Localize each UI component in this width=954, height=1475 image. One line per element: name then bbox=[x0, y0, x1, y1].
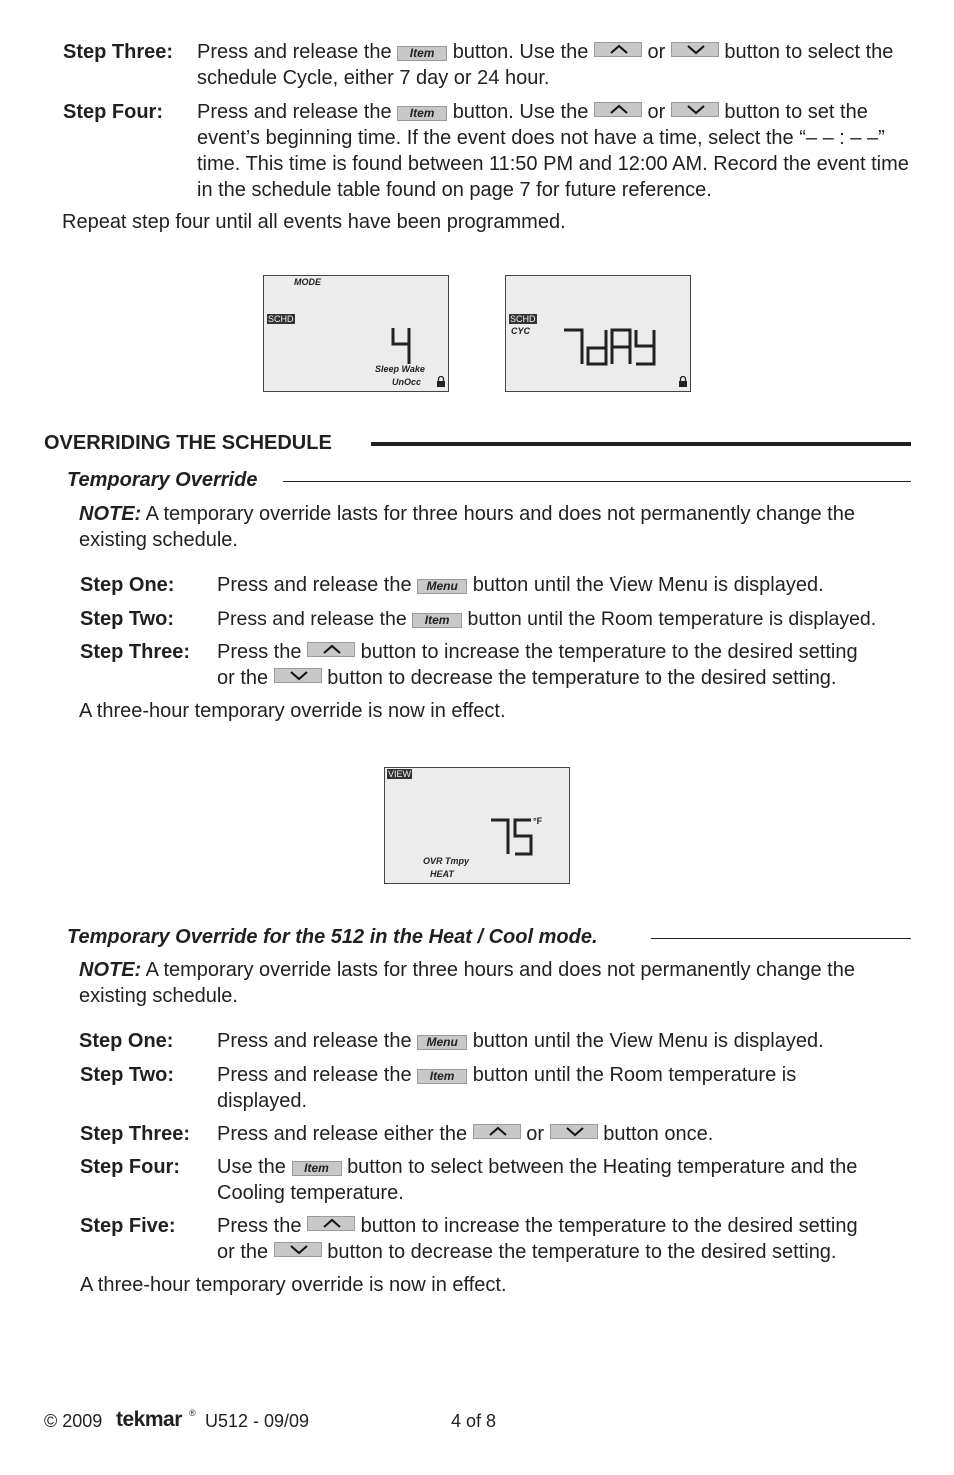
registered-mark: ® bbox=[189, 1408, 196, 1418]
step-text bbox=[197, 39, 913, 91]
note-label: NOTE: bbox=[79, 959, 142, 981]
step-label: Step Four: bbox=[63, 101, 163, 123]
brand-logo: tekmar bbox=[116, 1408, 182, 1431]
step-label: Step Five: bbox=[80, 1215, 176, 1237]
step-text bbox=[217, 606, 917, 632]
step-label: Step Three: bbox=[80, 1123, 191, 1145]
unocc-tag: UnOcc bbox=[392, 377, 422, 387]
menu-button-icon: Menu bbox=[417, 579, 467, 594]
note bbox=[79, 501, 913, 553]
section-rule bbox=[371, 442, 911, 446]
sleep-wake-tag: Sleep Wake bbox=[375, 364, 425, 374]
step-label: Step Three: bbox=[63, 41, 174, 63]
step-label: Step One: bbox=[80, 574, 175, 596]
step-label: Step Four: bbox=[80, 1156, 180, 1178]
step-text bbox=[217, 572, 917, 598]
lock-icon bbox=[436, 376, 446, 387]
text: Press and release the bbox=[217, 1030, 412, 1052]
up-arrow-button-icon bbox=[594, 102, 642, 117]
text: Press the bbox=[217, 1215, 302, 1237]
text: button to increase the temperature to the desired setting bbox=[360, 641, 858, 663]
step-label: Step Two: bbox=[80, 1064, 175, 1086]
step-text bbox=[217, 639, 917, 691]
text: Press and release either the bbox=[217, 1123, 468, 1145]
text: Press the bbox=[217, 641, 302, 663]
text: button to increase the temperature to the desired setting bbox=[360, 1215, 858, 1237]
subsection-rule bbox=[651, 938, 911, 939]
temperature-digits bbox=[489, 818, 535, 856]
step-text bbox=[217, 1062, 867, 1114]
view-tag: VIEW bbox=[388, 769, 412, 779]
lcd-display-cycle bbox=[505, 275, 691, 392]
text: button until the Room temperature is displayed. bbox=[467, 608, 877, 630]
down-arrow-button-icon bbox=[274, 668, 322, 683]
text: button to decrease the temperature to the desired setting. bbox=[327, 667, 837, 689]
step-text bbox=[217, 1028, 917, 1054]
down-arrow-button-icon bbox=[671, 42, 719, 57]
text: or bbox=[526, 1123, 545, 1145]
up-arrow-button-icon bbox=[473, 1124, 521, 1139]
note-text: A temporary override lasts for three hours and does not permanently change the existing schedule. bbox=[79, 503, 855, 551]
section-title: OVERRIDING THE SCHEDULE bbox=[44, 432, 332, 454]
text: button to select between the Heating temperature and the Cooling temperature. bbox=[217, 1156, 858, 1204]
menu-button-icon: Menu bbox=[417, 1035, 467, 1050]
item-button-icon: Item bbox=[417, 1069, 467, 1084]
step-text bbox=[217, 1154, 917, 1206]
text: button. Use the bbox=[452, 101, 589, 123]
note bbox=[79, 957, 913, 1009]
text: or bbox=[647, 101, 666, 123]
note-label: NOTE: bbox=[79, 503, 142, 525]
text: Press and release the bbox=[197, 101, 392, 123]
text: Press and release the bbox=[217, 1064, 412, 1086]
step-text bbox=[197, 99, 913, 203]
document-code: U512 - 09/09 bbox=[205, 1411, 310, 1431]
subsection-rule bbox=[283, 481, 911, 482]
note-text: A temporary override lasts for three hours and does not permanently change the existing schedule. bbox=[79, 959, 855, 1007]
item-button-icon: Item bbox=[292, 1161, 342, 1176]
step-label: Step Two: bbox=[80, 608, 175, 630]
up-arrow-button-icon bbox=[307, 1216, 355, 1231]
text: Press and release the bbox=[217, 608, 407, 630]
text: button to decrease the temperature to the desired setting. bbox=[327, 1241, 837, 1263]
mode-tag: MODE bbox=[294, 277, 321, 287]
text: or the bbox=[217, 1241, 269, 1263]
text: Use the bbox=[217, 1156, 286, 1178]
item-button-icon: Item bbox=[397, 46, 447, 61]
text: Press and release the bbox=[217, 574, 412, 596]
unit-tag: °F bbox=[533, 816, 543, 826]
down-arrow-button-icon bbox=[274, 1242, 322, 1257]
down-arrow-button-icon bbox=[671, 102, 719, 117]
subsection-title: Temporary Override bbox=[67, 469, 258, 491]
item-button-icon: Item bbox=[412, 613, 462, 628]
cyc-tag: CYC bbox=[511, 326, 531, 336]
text: or bbox=[647, 41, 666, 63]
text: button. Use the bbox=[452, 41, 589, 63]
text: button until the View Menu is displayed. bbox=[472, 1030, 824, 1052]
text: or the bbox=[217, 667, 269, 689]
page-number: 4 of 8 bbox=[451, 1411, 497, 1431]
schd-tag: SCHD bbox=[268, 314, 294, 324]
step-text bbox=[217, 1121, 917, 1147]
step-label: Step Three: bbox=[80, 641, 191, 663]
up-arrow-button-icon bbox=[594, 42, 642, 57]
ovr-tmpy-tag: OVR Tmpy bbox=[423, 856, 470, 866]
subsection-title: Temporary Override for the 512 in the Heat / Cool mode. bbox=[67, 926, 598, 948]
down-arrow-button-icon bbox=[550, 1124, 598, 1139]
item-button-icon: Item bbox=[397, 106, 447, 121]
text: button to set the event’s beginning time. If the event does not have a time, select the “– – : – –” time. This time is found between 11:50 PM and 12:00 AM. Record the event time in the schedule table found on page 7 for future reference. bbox=[197, 101, 909, 201]
lcd-display-view bbox=[384, 767, 570, 884]
digits-7day bbox=[562, 328, 658, 366]
step-text bbox=[217, 1213, 917, 1265]
text: button to select the schedule Cycle, either 7 day or 24 hour. bbox=[197, 41, 894, 89]
lcd-display-mode bbox=[263, 275, 449, 392]
text: button until the Room temperature is displayed. bbox=[217, 1064, 797, 1112]
schd-tag: SCHD bbox=[510, 314, 536, 324]
copyright: © 2009 bbox=[44, 1411, 103, 1431]
result-text: A three-hour temporary override is now in effect. bbox=[80, 1274, 507, 1296]
step-label: Step One: bbox=[79, 1030, 174, 1052]
lock-icon bbox=[678, 376, 688, 387]
digit-4 bbox=[390, 326, 414, 366]
up-arrow-button-icon bbox=[307, 642, 355, 657]
result-text: A three-hour temporary override is now in effect. bbox=[79, 700, 506, 722]
text: button once. bbox=[603, 1123, 714, 1145]
heat-tag: HEAT bbox=[430, 869, 454, 879]
text: button until the View Menu is displayed. bbox=[472, 574, 824, 596]
repeat-text: Repeat step four until all events have been programmed. bbox=[62, 211, 566, 233]
text: Press and release the bbox=[197, 41, 392, 63]
